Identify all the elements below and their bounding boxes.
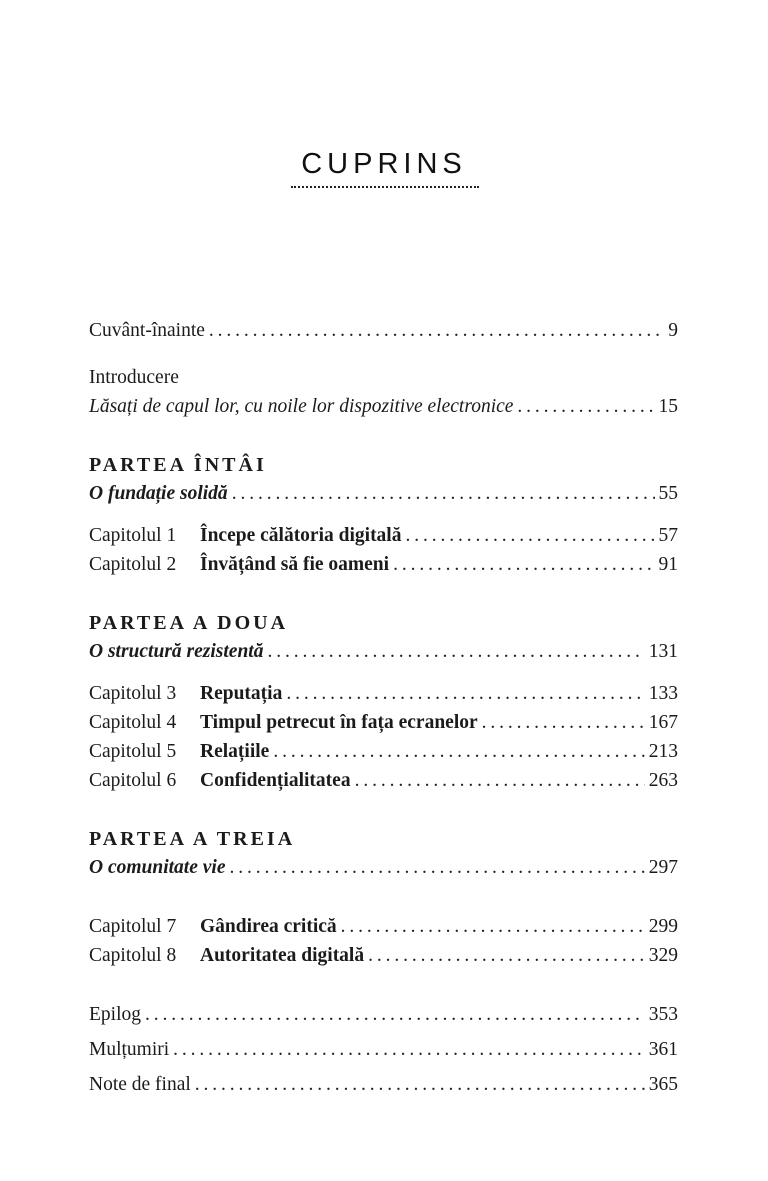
toc-entry-part-1[interactable] [89,481,678,507]
toc-entry-foreword[interactable] [89,318,678,344]
toc-entry-endnotes[interactable] [89,1072,678,1098]
toc-entry-chapter-1[interactable] [89,523,678,549]
toc-entry-chapter-4[interactable] [89,710,678,736]
entry-label: Mulțumiri [89,1039,170,1060]
page-title: CUPRINS [301,148,467,180]
entry-label: Cuvânt-înainte [89,320,205,341]
page-number: 167 [648,712,678,733]
dot-leader [145,1002,645,1028]
chapter-label: Capitolul 4 [89,712,177,733]
chapter-title: Începe călătoria digitală [200,525,402,546]
toc-entry-chapter-8[interactable] [89,943,678,969]
chapter-title: Gândirea critică [200,916,337,937]
entry-label: O structură rezistentă [89,641,264,662]
chapter-label: Capitolul 7 [89,916,177,937]
page-number: 131 [648,641,678,662]
dot-leader [286,681,644,707]
entry-label: Lăsați de capul lor, cu noile lor dispozitive electronice [89,396,514,417]
part-2-title: PARTEA A DOUA [89,612,289,634]
dot-leader [517,394,654,420]
toc-entry-introduction[interactable] [89,394,678,420]
toc-entry-part-2[interactable] [89,639,678,665]
chapter-label: Capitolul 3 [89,683,177,704]
dot-leader [341,914,645,940]
toc-entry-acknowledgements[interactable] [89,1037,678,1063]
entry-label: O comunitate vie [89,857,226,878]
dot-leader [405,523,654,549]
toc-entry-chapter-5[interactable] [89,739,678,765]
page-number: 133 [648,683,678,704]
dot-leader [173,1037,645,1063]
dot-leader [232,481,655,507]
dot-leader [482,710,645,736]
entry-label: Note de final [89,1074,191,1095]
page-number: 55 [658,483,678,504]
part-3-title: PARTEA A TREIA [89,828,296,850]
entry-label: Epilog [89,1004,141,1025]
page-number: 91 [658,554,678,575]
intro-heading: Introducere [89,367,179,388]
page-number: 213 [648,741,678,762]
dot-leader [393,552,654,578]
chapter-label: Capitolul 6 [89,770,177,791]
chapter-label: Capitolul 8 [89,945,177,966]
toc-entry-epilog[interactable] [89,1002,678,1028]
chapter-title: Autoritatea digitală [200,945,365,966]
page-number: 297 [648,857,678,878]
chapter-title: Reputația [200,683,283,704]
toc-entry-chapter-6[interactable] [89,768,678,794]
toc-entry-chapter-3[interactable] [89,681,678,707]
page-number: 365 [648,1074,678,1095]
part-1-title: PARTEA ÎNTÂI [89,454,267,476]
page-number: 299 [648,916,678,937]
toc-entry-chapter-2[interactable] [89,552,678,578]
page-number: 263 [648,770,678,791]
page-number: 361 [648,1039,678,1060]
toc-entry-part-3[interactable] [89,855,678,881]
chapter-label: Capitolul 5 [89,741,177,762]
dot-leader [355,768,645,794]
dot-leader [195,1072,645,1098]
toc-entry-chapter-7[interactable] [89,914,678,940]
title-underline [291,186,479,188]
chapter-label: Capitolul 1 [89,525,177,546]
dot-leader [209,318,664,344]
chapter-title: Învățând să fie oameni [200,554,390,575]
chapter-label: Capitolul 2 [89,554,177,575]
page-number: 9 [668,320,678,341]
page-number: 329 [648,945,678,966]
dot-leader [229,855,644,881]
page-number: 57 [658,525,678,546]
entry-label: O fundație solidă [89,483,228,504]
page-number: 15 [658,396,678,417]
chapter-title: Confidențialitatea [200,770,351,791]
chapter-title: Relațiile [200,741,270,762]
page-number: 353 [648,1004,678,1025]
dot-leader [273,739,644,765]
chapter-title: Timpul petrecut în fața ecranelor [200,712,478,733]
dot-leader [368,943,645,969]
dot-leader [267,639,644,665]
